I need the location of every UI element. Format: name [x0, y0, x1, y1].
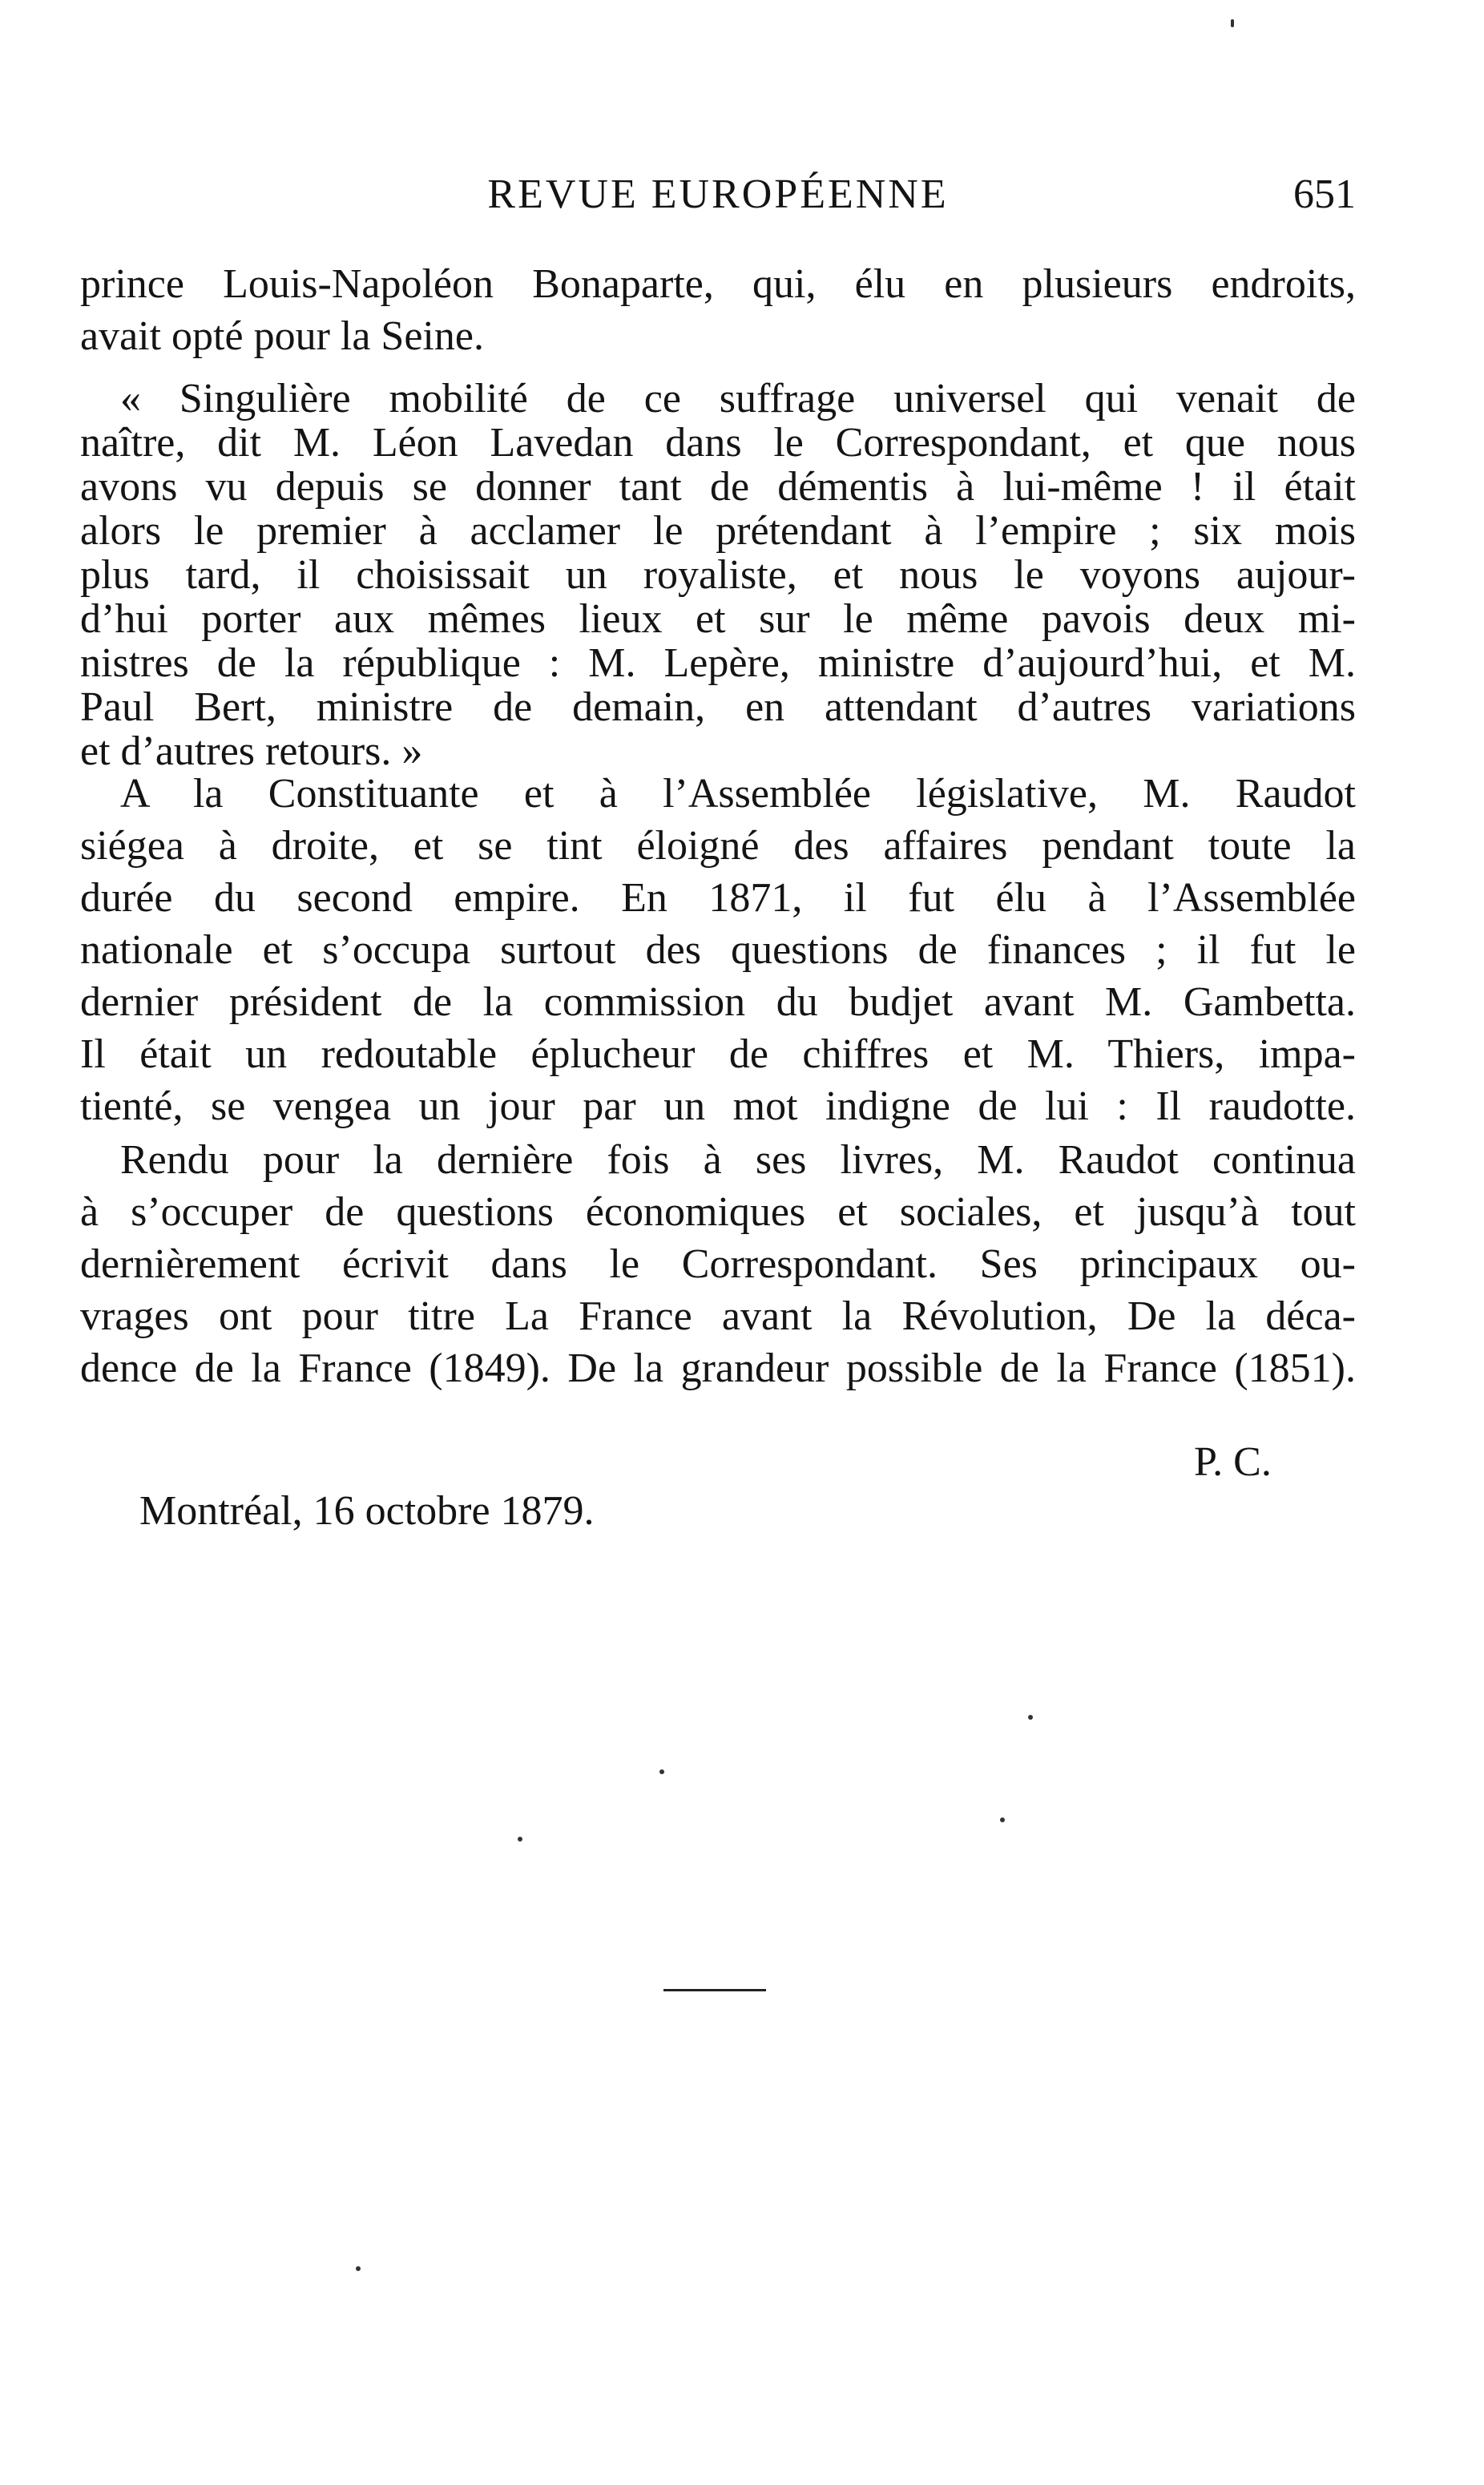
author-initials: P. C. — [1194, 1439, 1272, 1485]
running-title: REVUE EUROPÉENNE — [487, 171, 949, 217]
text-line: vrages ont pour titre La France avant la Révolution, De la déca- — [80, 1293, 1356, 1339]
text-line: « Singulière mobilité de ce suffrage universel qui venait de — [120, 376, 1356, 422]
text-line: A la Constituante et à l’Assemblée législative, M. Raudot — [120, 771, 1356, 817]
text-line: alors le premier à acclamer le prétendant à l’empire ; six mois — [80, 508, 1356, 554]
print-speck — [356, 2266, 361, 2271]
text-line: Il était un redoutable éplucheur de chiffres et M. Thiers, impa- — [80, 1031, 1356, 1077]
page-header — [80, 167, 1356, 223]
text-line: naître, dit M. Léon Lavedan dans le Correspondant, et que nous — [80, 420, 1356, 466]
text-line: durée du second empire. En 1871, il fut élu à l’Assemblée — [80, 875, 1356, 921]
text-line: dence de la France (1849). De la grandeur possible de la France (1851). — [80, 1345, 1356, 1391]
text-line: à s’occuper de questions économiques et sociales, et jusqu’à tout — [80, 1189, 1356, 1235]
text-line: nationale et s’occupa surtout des questions de finances ; il fut le — [80, 927, 1356, 973]
page-number: 651 — [1293, 171, 1356, 217]
text-line: Rendu pour la dernière fois à ses livres, M. Raudot continua — [120, 1137, 1356, 1183]
print-speck — [1028, 1715, 1033, 1720]
quotation-paragraph — [80, 377, 1356, 773]
text-line: avons vu depuis se donner tant de démentis à lui-même ! il était — [80, 464, 1356, 510]
text-line: siégea à droite, et se tint éloigné des affaires pendant toute la — [80, 823, 1356, 869]
print-speck — [1000, 1817, 1005, 1822]
paragraph-continuation — [80, 258, 1356, 362]
print-speck — [518, 1837, 522, 1842]
text-line: nistres de la république : M. Lepère, ministre d’aujourd’hui, et M. — [80, 640, 1356, 686]
dateline: Montréal, 16 octobre 1879. — [139, 1488, 595, 1534]
print-speck — [659, 1769, 664, 1774]
text-line: tienté, se vengea un jour par un mot indigne de lui : Il raudotte. — [80, 1083, 1356, 1129]
text-line: dernièrement écrivit dans le Correspondant. Ses principaux ou- — [80, 1241, 1356, 1287]
paragraph-raudot-works — [80, 1134, 1356, 1394]
text-line: avait opté pour la Seine. — [80, 313, 484, 359]
text-line: dernier président de la commission du budjet avant M. Gambetta. — [80, 979, 1356, 1025]
text-line: et d’autres retours. » — [80, 728, 423, 774]
text-line: plus tard, il choisissait un royaliste, et nous le voyons aujour- — [80, 552, 1356, 598]
paragraph-raudot-career — [80, 768, 1356, 1132]
section-end-rule — [663, 1989, 766, 1991]
text-line: Paul Bert, ministre de demain, en attendant d’autres variations — [80, 684, 1356, 730]
print-speck — [1231, 19, 1234, 27]
text-line: d’hui porter aux mêmes lieux et sur le même pavois deux mi- — [80, 596, 1356, 642]
text-line: prince Louis-Napoléon Bonaparte, qui, élu en plusieurs endroits, — [80, 261, 1356, 307]
